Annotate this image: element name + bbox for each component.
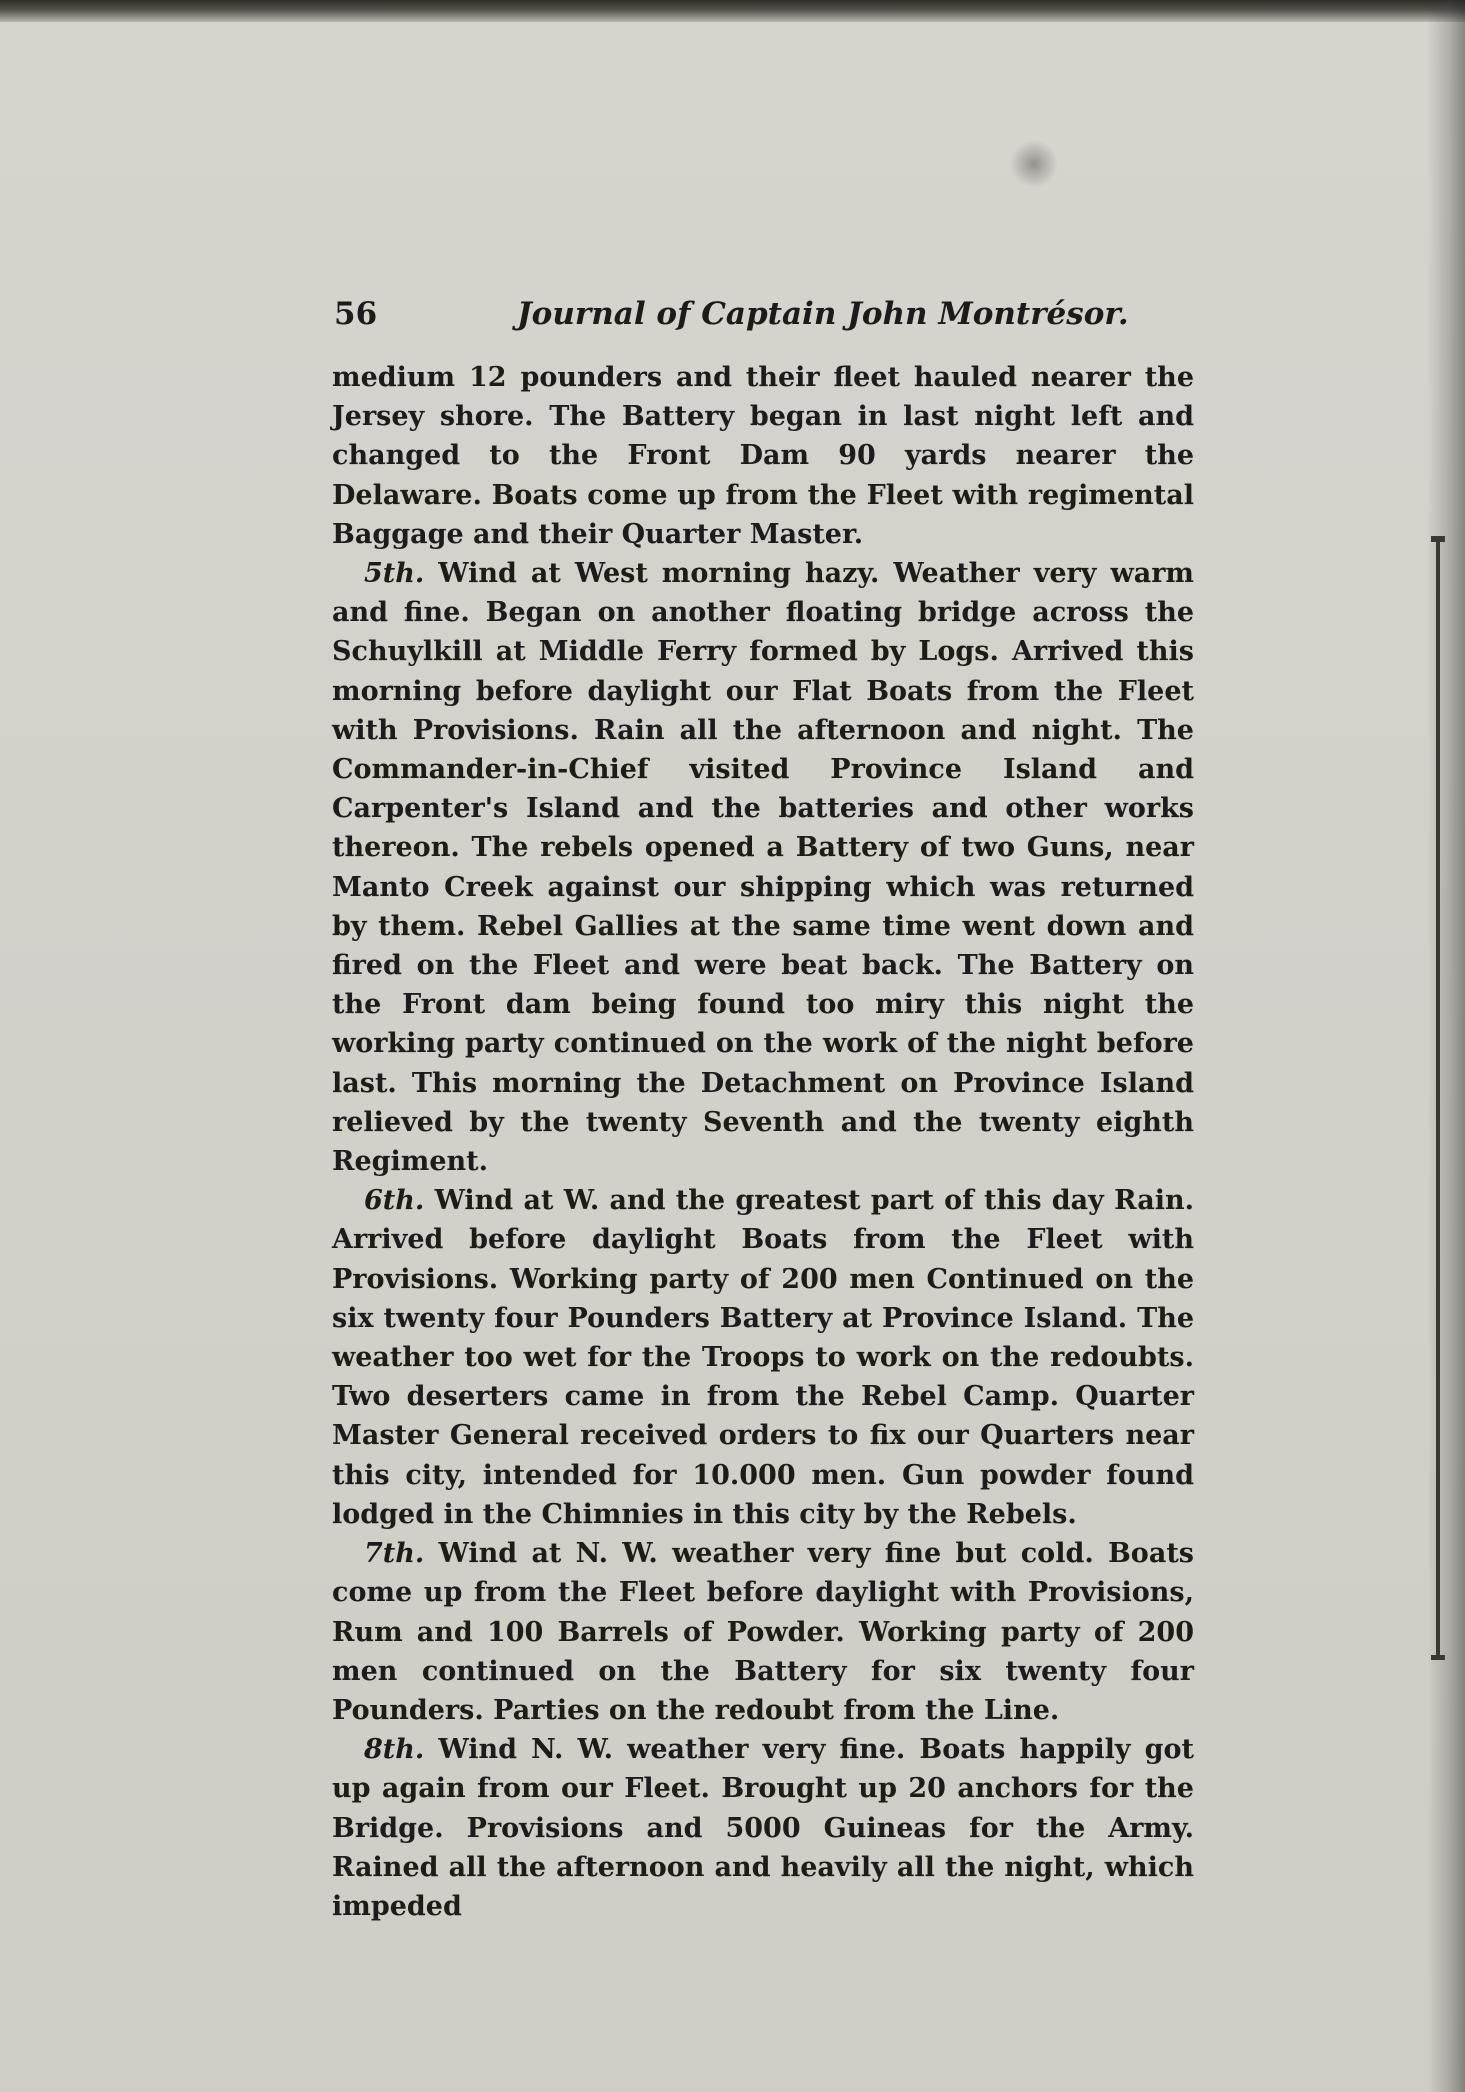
entry-date: 6th. (364, 1185, 425, 1217)
paragraph-entry-6th (332, 1181, 1194, 1534)
page-number: 56 (334, 296, 378, 332)
entry-date: 8th. (364, 1734, 425, 1766)
paragraph-continuation (332, 358, 1194, 554)
margin-bracket-bottom (1431, 1655, 1445, 1660)
page-header (332, 296, 1202, 340)
page-top-shadow (0, 0, 1465, 22)
margin-bracket-line (1436, 536, 1440, 1660)
margin-bracket-mark (1431, 536, 1445, 1660)
paragraph-entry-7th (332, 1534, 1194, 1730)
paragraph-entry-5th (332, 554, 1194, 1181)
running-title: Journal of Captain John Montrésor. (517, 296, 1129, 332)
journal-text (332, 358, 1194, 1926)
paragraph-text: Wind N. W. weather very fine. Boats happily got up again from our Fleet. Brought up 20 anchors for the Bridge. Provisions and 5000 Guineas for the Army. Rained all the afternoon and heavily all the night, which impeded (332, 1734, 1194, 1922)
entry-date: 5th. (364, 558, 425, 590)
paragraph-text: Wind at W. and the greatest part of this day Rain. Arrived before daylight Boats from the Fleet with Provisions. Working party of 200 men Continued on the six twenty four Pounders Battery at Province Island. The weather too wet for the Troops to work on the redoubts. Two deserters came in from the Rebel Camp. Quarter Master General received orders to fix our Quarters near this city, intended for 10.000 men. Gun powder found lodged in the Chimnies in this city by the Rebels. (332, 1185, 1194, 1530)
paragraph-text: Wind at West morning hazy. Weather very warm and fine. Began on another floating bridge across the Schuylkill at Middle Ferry formed by Logs. Arrived this morning before daylight our Flat Boats from the Fleet with Provisions. Rain all the afternoon and night. The Commander-in-Chief visited Province Island and Carpenter's Island and the batteries and other works thereon. The rebels opened a Battery of two Guns, near Manto Creek against our shipping which was returned by them. Rebel Gallies at the same time went down and fired on the Fleet and were beat back. The Battery on the Front dam being found too miry this night the working party continued on the work of the night before last. This morning the Detachment on Province Island relieved by the twenty Seventh and the twenty eighth Regiment. (332, 558, 1194, 1178)
paragraph-text: medium 12 pounders and their fleet hauled nearer the Jersey shore. The Battery began in last night left and changed to the Front Dam 90 yards nearer the Delaware. Boats come up from the Fleet with regimental Baggage and their Quarter Master. (332, 362, 1194, 550)
ink-smudge (1010, 140, 1058, 188)
paragraph-text: Wind at N. W. weather very fine but cold. Boats come up from the Fleet before daylight with Provisions, Rum and 100 Barrels of Powder. Working party of 200 men continued on the Battery for six twenty four Pounders. Parties on the redoubt from the Line. (332, 1538, 1194, 1726)
entry-date: 7th. (364, 1538, 425, 1570)
paragraph-entry-8th (332, 1730, 1194, 1926)
